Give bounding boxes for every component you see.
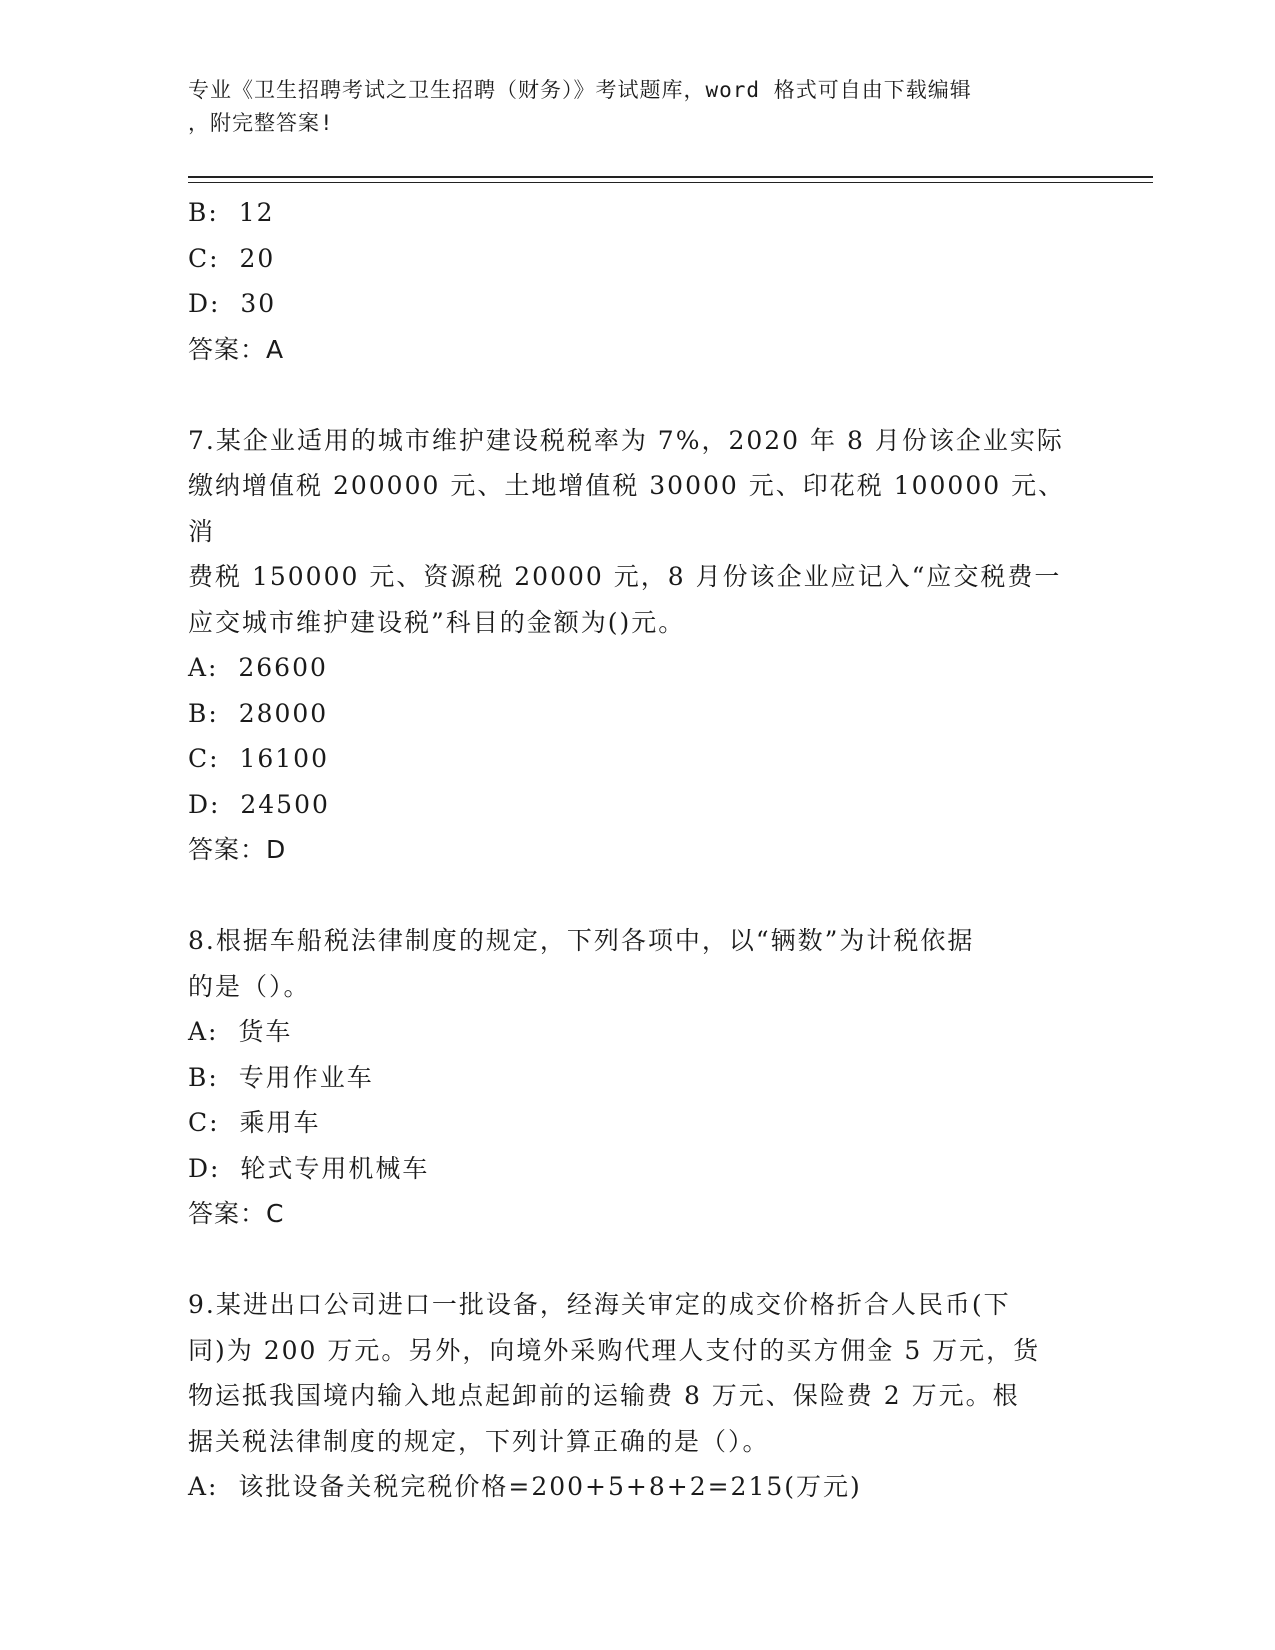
page-header — [188, 74, 1088, 140]
question-stem-line: 的是（）。 — [188, 971, 311, 1001]
document-body — [188, 190, 1068, 1510]
question-stem-line: 8.根据车船税法律制度的规定，下列各项中，以“辆数”为计税依据 — [188, 926, 975, 955]
option-d: D: 24500 — [188, 789, 330, 819]
option-c: C: 20 — [188, 243, 276, 273]
question-spacer — [188, 1237, 1068, 1283]
question-stem-line: 据关税法律制度的规定，下列计算正确的是（）。 — [188, 1426, 770, 1456]
option-d: D: 轮式专用机械车 — [188, 1153, 430, 1183]
answer-line: 答案：A — [188, 334, 285, 364]
header-rule-thin — [188, 182, 1153, 183]
answer-line: 答案：C — [188, 1199, 285, 1228]
question-stem-line: 7.某企业适用的城市维护建设税税率为 7%，2020 年 8 月份该企业实际 — [188, 425, 1064, 455]
question-spacer — [188, 372, 1068, 418]
question-stem-line: 费税 150000 元、资源税 20000 元，8 月份该企业应记入“应交税费一 — [188, 562, 1062, 591]
header-line-2: ，附完整答案! — [188, 111, 334, 135]
option-a: A: 26600 — [188, 653, 328, 682]
question-7 — [188, 418, 1068, 873]
header-line-1: 专业《卫生招聘考试之卫生招聘（财务）》考试题库，word 格式可自由下载编辑 — [188, 78, 972, 102]
option-a: A: 货车 — [188, 1017, 293, 1046]
question-stem-line: 同)为 200 万元。另外，向境外采购代理人支付的买方佣金 5 万元，货 — [188, 1335, 1041, 1365]
option-b: B: 12 — [188, 198, 275, 227]
question-stem-line: 9.某进出口公司进口一批设备，经海关审定的成交价格折合人民币(下 — [188, 1290, 1011, 1319]
header-rule-thick — [188, 176, 1153, 178]
option-b: B: 专用作业车 — [188, 1062, 374, 1092]
option-a: A: 该批设备关税完税价格=200+5+8+2=215(万元) — [188, 1472, 862, 1501]
question-stem-line: 物运抵我国境内输入地点起卸前的运输费 8 万元、保险费 2 万元。根 — [188, 1381, 1020, 1410]
option-c: C: 乘用车 — [188, 1108, 321, 1137]
question-stem-line: 应交城市维护建设税”科目的金额为()元。 — [188, 607, 686, 637]
option-d: D: 30 — [188, 289, 277, 318]
answer-line: 答案：D — [188, 835, 287, 864]
question-8 — [188, 918, 1068, 1237]
question-stem-line: 缴纳增值税 200000 元、土地增值税 30000 元、印花税 100000 元、消 — [188, 471, 1066, 546]
question-6-continued — [188, 190, 1068, 372]
question-9 — [188, 1282, 1068, 1510]
option-c: C: 16100 — [188, 744, 329, 773]
option-b: B: 28000 — [188, 698, 329, 728]
question-spacer — [188, 873, 1068, 919]
